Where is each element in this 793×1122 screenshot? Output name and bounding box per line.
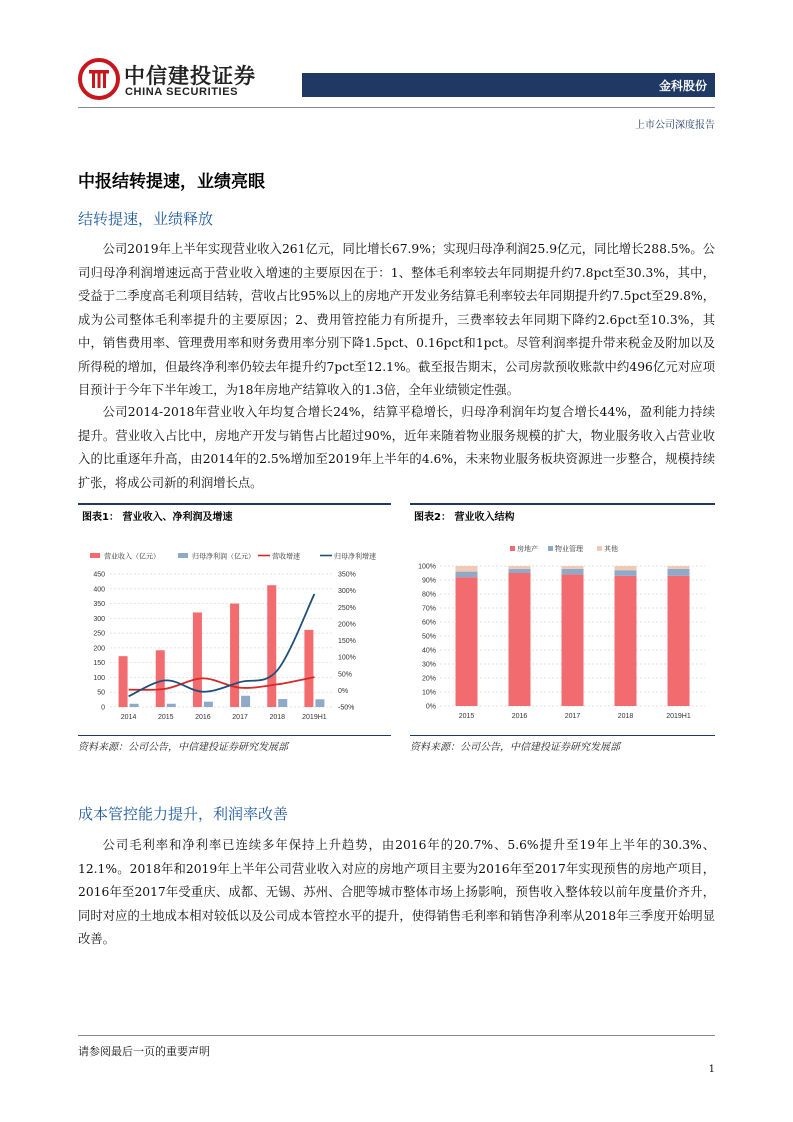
bar-property-mgmt-2019H1 [668,569,690,576]
bar-property-mgmt-2016 [509,569,531,573]
figure-2-title: 图表2： 营业收入结构 [414,512,515,523]
y-tick: 100% [418,563,436,571]
bar-revenue-2019H1 [304,630,313,707]
y-tick: 10% [421,689,436,697]
legend-label-3: 归母净利增速 [334,553,376,561]
legend-label-1: 物业管理 [555,546,583,553]
bar-other-2017 [562,566,584,569]
x-tick-2017: 2017 [232,714,248,721]
y-right-tick: 50% [338,671,353,679]
paragraph-results-1: 公司2019年上半年实现营业收入261亿元，同比增长67.9%；实现归母净利润25.9亿元，同比增长288.5%。公司归母净利润增速远高于营业收入增速的主要原因在于：1、整体毛利率较去年同期提升约7.8pct至30.3%，其中，受益于二季度高毛利项目结转，营收占比95%以上的房地产开发业务结算毛利率较去年同期提升约7.5pct至29.8%，成为公司整体毛利率提升的主要原因；2、费用管控能力有所提升，三费率较去年同期下降约2.6pct至10.3%，其中，销售费用率、管理费用率和财务费用率分别下降1.5pct、0.16pct和1pct。尽管利润率提升带来税金及附加以及所得税的增加，但最终净利率仍较去年提升约7pct至12.1%。截至报告期末，公司房款预收账款中约496亿元对应项目预计于今年下半年竣工，为18年房地产结算收入的1.3倍，全年业绩锁定性强。 [78,242,715,397]
x-tick-2019H1: 2019H1 [302,714,327,721]
x-tick-2015: 2015 [157,714,174,721]
figure-1-source: 资料来源：公司公告，中信建投证券研究发展部 [78,742,288,753]
legend-swatch-1 [548,546,553,551]
y-right-tick: 200% [338,621,356,629]
bar-revenue-2014 [119,656,128,707]
y-tick: 60% [421,619,436,627]
legend-label-0: 营业收入（亿元） [104,553,160,561]
y-tick: 50% [421,633,436,641]
bar-property-mgmt-2015 [456,572,478,578]
bar-other-2016 [509,566,531,569]
paragraph-results-2: 公司2014-2018年营业收入年均复合增长24%，结算平稳增长，归母净利润年均复合增长44%，盈利能力持续提升。营业收入占比中，房地产开发与销售占比超过90%，近年来随着物业服务规模的扩大，物业服务收入占营业收入的比重逐年升高，由2014年的2.5%增加至2019年上半年的4.6%，未来物业服务板块资源进一步整合，规模持续扩张，将成公司新的利润增长点。 [78,405,715,490]
y-left-tick: 400 [93,586,105,594]
revenue-profit-chart [78,529,391,733]
bar-net-profit-2019H1 [315,699,324,707]
x-tick-2018: 2018 [617,713,634,720]
x-tick-2019H1: 2019H1 [666,713,691,720]
bar-property-2015 [456,577,478,706]
y-tick: 20% [421,675,436,683]
legend-label-2: 其他 [604,546,618,553]
y-right-tick: 250% [338,604,356,612]
legend-swatch-0 [90,553,100,558]
logo-wordmark-en: CHINA SECURITIES [125,86,239,98]
bar-revenue-2017 [230,604,239,707]
y-left-tick: 450 [93,571,105,579]
header-divider [78,107,715,108]
figure-2 [410,503,715,736]
bar-property-2019H1 [668,576,690,706]
china-securities-logo-icon [78,58,120,100]
footer-divider [78,1035,715,1036]
disclaimer: 请参阅最后一页的重要声明 [78,1045,210,1058]
y-right-tick: 0% [338,687,349,695]
bar-other-2019H1 [668,566,690,569]
bar-property-mgmt-2018 [615,570,637,576]
y-tick: 90% [421,577,436,585]
y-right-tick: 300% [338,588,356,596]
bar-net-profit-2017 [241,696,250,707]
bar-revenue-2018 [267,585,276,707]
legend-label-2: 营收增速 [272,553,300,561]
page-number: 1 [708,1064,715,1075]
x-tick-2015: 2015 [458,713,475,720]
bar-net-profit-2014 [130,704,139,707]
y-left-tick: 300 [93,615,105,623]
page-title: 中报结转提速，业绩亮眼 [78,172,265,192]
legend-swatch-1 [178,553,188,558]
y-tick: 70% [421,605,436,613]
bar-property-mgmt-2017 [562,569,584,575]
y-left-tick: 50 [97,689,105,697]
y-left-tick: 350 [93,601,105,609]
bar-revenue-2016 [193,612,202,707]
bar-net-profit-2016 [204,702,213,707]
legend-swatch-2 [597,546,602,551]
paragraph-cost-control: 公司毛利率和净利率已连续多年保持上升趋势，由2016年的20.7%、5.6%提升至19年上半年的30.3%、12.1%。2018年和2019年上半年公司营业收入对应的房地产项目主要为2016年至2017年实现预售的房地产项目，2016年至2017年受重庆、成都、无锡、苏州、合肥等城市整体市场上扬影响，预售收入整体较以前年度量价齐升，同时对应的土地成本相对较低以及公司成本管控水平的提升，使得销售毛利率和销售净利率从2018年三季度开始明显改善。 [78,838,715,946]
figure-2-source: 资料来源：公司公告，中信建投证券研究发展部 [410,742,620,753]
y-tick: 80% [421,591,436,599]
y-tick: 40% [421,647,436,655]
bar-revenue-2015 [156,650,165,707]
x-tick-2014: 2014 [120,714,137,721]
bar-property-2016 [509,573,531,706]
section-heading-results: 结转提速，业绩释放 [78,210,214,228]
y-left-tick: 250 [93,630,105,638]
company-banner [302,73,715,97]
report-type: 上市公司深度报告 [635,120,715,131]
y-tick: 30% [421,661,436,669]
section-heading-cost-control: 成本管控能力提升，利润率改善 [78,805,289,823]
y-left-tick: 150 [93,660,105,668]
bar-net-profit-2018 [278,699,287,707]
x-tick-2016: 2016 [195,714,211,721]
bar-other-2015 [456,566,478,572]
y-right-tick: 100% [338,654,356,662]
y-left-tick: 0 [101,704,105,712]
x-tick-2016: 2016 [511,713,528,720]
legend-swatch-0 [510,546,515,551]
y-left-tick: 100 [93,674,105,682]
y-right-tick: 150% [338,638,356,645]
legend-label-0: 房地产 [517,546,538,553]
bar-property-2017 [562,574,584,706]
y-right-tick: -50% [338,704,355,712]
bar-property-2018 [615,576,637,706]
y-left-tick: 200 [93,645,105,653]
y-right-tick: 350% [338,571,356,579]
legend-label-1: 归母净利润（亿元） [192,553,255,561]
figure-1 [78,503,391,736]
y-tick: 0% [425,703,436,711]
bar-other-2018 [615,566,637,570]
company-name: 金科股份 [658,79,707,93]
figure-1-title: 图表1： 营业收入、净利润及增速 [82,512,233,523]
logo-wordmark-cn: 中信建投证券 [124,64,256,88]
revenue-structure-chart [410,529,715,733]
x-tick-2017: 2017 [564,713,581,720]
x-tick-2018: 2018 [269,714,286,721]
bar-net-profit-2015 [167,704,176,707]
